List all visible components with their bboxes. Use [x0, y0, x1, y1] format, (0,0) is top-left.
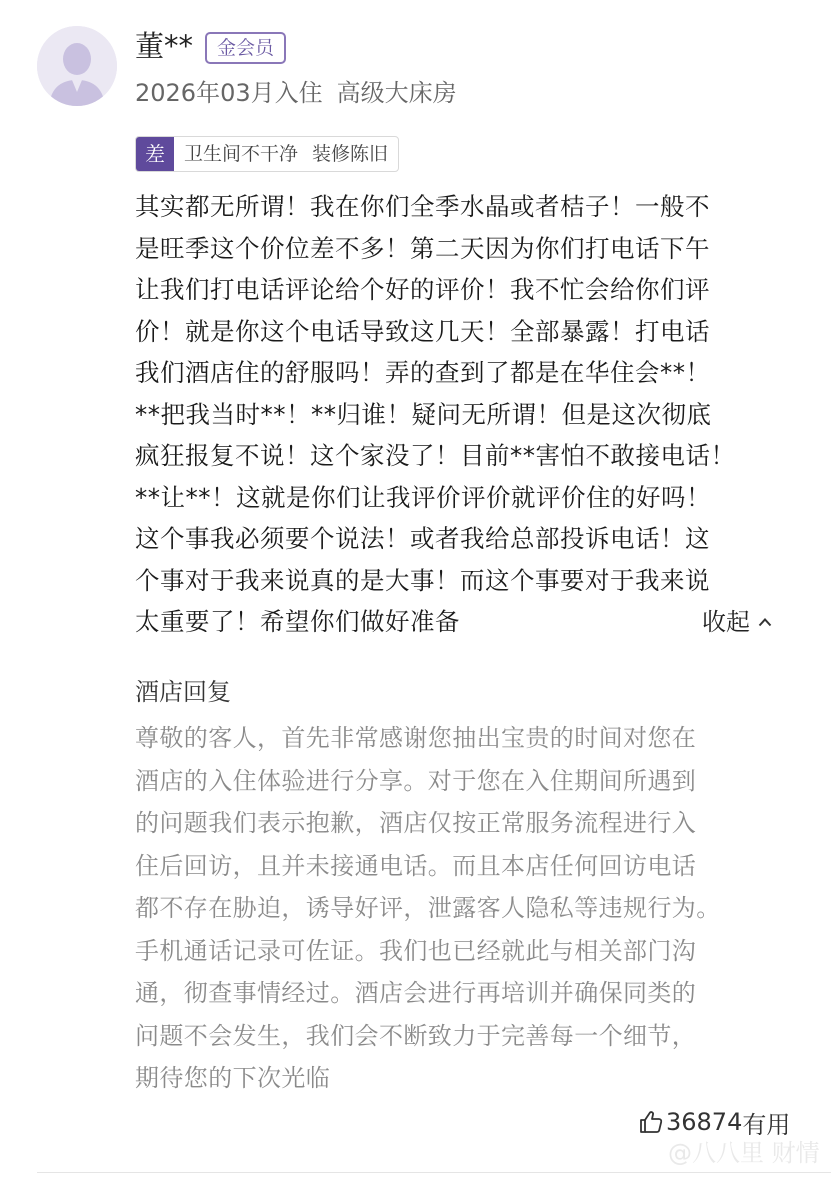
stay-info [135, 76, 457, 110]
review-tag: 装修陈旧 [312, 143, 389, 165]
watermark: @八八里 财情 [668, 1139, 820, 1167]
review-line: **让**！这就是你们让我评价评价就评价住的好吗！ [135, 482, 711, 512]
collapse-button[interactable] [702, 601, 772, 643]
divider [37, 1172, 831, 1173]
reply-line: 住后回访，且并未接通电话。而且本店任何回访电话 [135, 851, 697, 880]
hotel-reply-title: 酒店回复 [135, 678, 231, 706]
user-avatar-icon [37, 26, 117, 106]
review-line: 是旺季这个价位差不多！第二天因为你们打电话下午 [135, 233, 710, 263]
helpful-label: 有用 [742, 1110, 791, 1139]
helpful-button[interactable] [638, 1104, 790, 1140]
user-name: 董** [135, 29, 194, 63]
hotel-reply-text [135, 717, 790, 1100]
reply-line: 酒店的入住体验进行分享。对于您在入住期间所遇到 [135, 766, 697, 795]
reply-line: 都不存在胁迫，诱导好评，泄露客人隐私等违规行为。 [135, 894, 721, 922]
avatar[interactable] [37, 26, 117, 106]
review-line: 其实都无所谓！我在你们全季水晶或者桔子！一般不 [135, 192, 710, 221]
chevron-up-icon [758, 601, 772, 642]
review-tag: 卫生间不干净 [184, 143, 299, 165]
room-type: 高级大床房 [336, 79, 457, 107]
reply-line: 期待您的下次光临 [135, 1064, 331, 1092]
reply-line: 手机通话记录可佐证。我们也已经就此与相关部门沟 [135, 936, 697, 965]
reply-line: 通，彻查事情经过。酒店会进行再培训并确保同类的 [135, 979, 697, 1007]
rating-label: 差 [136, 137, 174, 171]
stay-date: 2026年03月入住 [135, 79, 323, 107]
thumbs-up-icon [638, 1109, 664, 1135]
reply-line: 问题不会发生，我们会不断致力于完善每一个细节， [135, 1021, 697, 1050]
reply-line: 的问题我们表示抱歉，酒店仅按正常服务流程进行入 [135, 809, 697, 837]
review-line: 价！就是你这个电话导致这几天！全部暴露！打电话 [135, 316, 710, 346]
review-line: 疯狂报复不说！这个家没了！目前**害怕不敢接电话！ [135, 441, 736, 470]
reply-line: 尊敬的客人，首先非常感谢您抽出宝贵的时间对您在 [135, 724, 697, 752]
collapse-label: 收起 [702, 608, 750, 636]
rating-tags [135, 136, 399, 172]
review-text [135, 186, 785, 643]
review-line: **把我当时**！**归谁！疑问无所谓！但是这次彻底 [135, 399, 712, 429]
review-line: 让我们打电话评论给个好的评价！我不忙会给你们评 [135, 275, 710, 304]
review-line: 这个事我必须要个说法！或者我给总部投诉电话！这 [135, 524, 710, 553]
review-line: 个事对于我来说真的是大事！而这个事要对于我来说 [135, 565, 710, 595]
review-line: 我们酒店住的舒服吗！弄的查到了都是在华住会**！ [135, 358, 711, 387]
helpful-count: 36874 [666, 1108, 743, 1136]
review-line: 太重要了！希望你们做好准备 [135, 607, 460, 636]
member-badge: 金会员 [205, 32, 286, 64]
